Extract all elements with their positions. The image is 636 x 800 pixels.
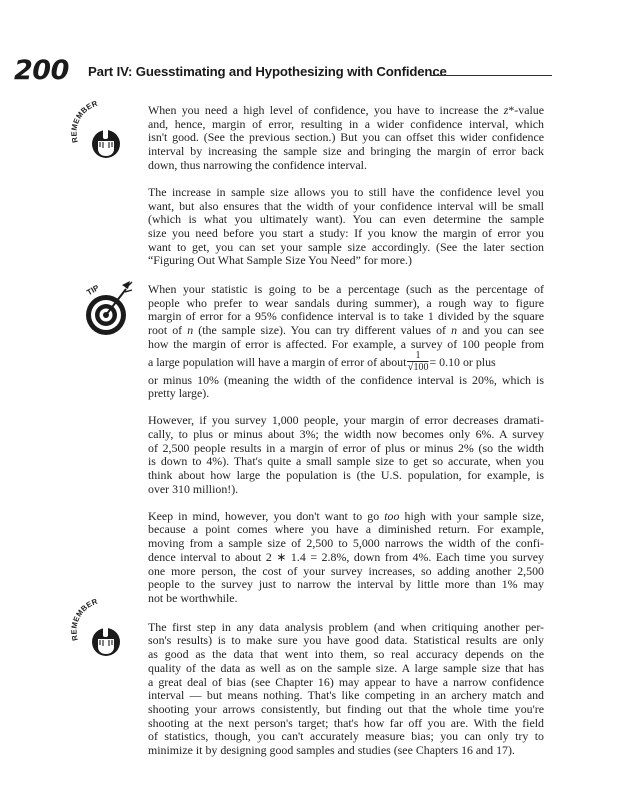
page-header [14, 56, 554, 86]
paragraph-confidence-level [148, 104, 544, 173]
text-line: shooting your arrows consistently, but finding out that the whole time you're [148, 701, 544, 716]
text-line: interval by increasing the sample size and bringing the margin of error back [148, 144, 544, 159]
paragraph-tip-percentage [148, 283, 544, 401]
text-line: The first step in any data analysis problem (and when critiquing another per- [148, 619, 544, 634]
text-line: as good as the data that went into them, so real accuracy depends on the [148, 647, 544, 662]
text-line: son's results) is to make sure you have good data. Statistical results are only [148, 633, 544, 648]
text-line: cally, to plus or minus about 3%; the width now becomes only 6%. A survey [148, 426, 544, 441]
text-line: isn't good. (See the previous section.) But you can offset this wider confidence [148, 130, 544, 145]
text-line: shooting at the next person's target; that's how far off you are. With the field [148, 715, 544, 730]
text-line: pretty large). [148, 386, 210, 401]
remember-icon [69, 98, 138, 168]
text-line: minimize it by designing good samples and studies (see Chapters 16 and 17). [148, 743, 515, 758]
target-icon [76, 275, 138, 341]
text-line: how the margin of error is affected. For example, a survey of 100 people from [148, 336, 544, 351]
text-line: dence interval to about 2 ∗ 1.4 = 2.8%, down from 4%. Each time you survey [148, 549, 544, 564]
text-line: is down to 4%). That's quite a small sample size to get so accurate, when you [148, 454, 544, 469]
text-line: quality of the data as well as on the sample size. A large sample size that has [148, 660, 544, 675]
text-line: not be worthwhile. [148, 590, 238, 605]
formula-result: = 0.10 or plus [429, 354, 496, 369]
text-line: and, hence, margin of error, resulting in a wider confidence interval, which [148, 116, 544, 131]
remember-icon-block [69, 98, 138, 168]
text-line: a great deal of bias (see Chapter 16) may appear to have a narrow confidence [148, 674, 544, 689]
tip-icon-label: TIP [85, 283, 101, 298]
remember-icon [69, 596, 138, 666]
text-line: down, thus narrowing the confidence interval. [148, 157, 367, 172]
text-line: However, if you survey 1,000 people, your margin of error decreases dramati- [148, 413, 544, 428]
formula-text: a large population will have a margin of error of about [148, 354, 407, 369]
text-line: people who prefer to wear sandals during summer), a rough way to figure [148, 295, 544, 310]
paragraph-sample-size [148, 186, 544, 268]
fraction [407, 351, 428, 373]
fraction-denominator: √100 [407, 360, 429, 373]
text-line: people to the survey just to narrow the interval by little more than 1% may [148, 577, 544, 592]
remember-icon-label: REMEMBER [69, 98, 99, 144]
text-line: When you need a high level of confidence, you have to increase the z*-value [148, 103, 544, 117]
fraction-numerator: 1 [407, 351, 428, 362]
text-line: When your statistic is going to be a percentage (such as the percentage of [148, 282, 544, 297]
text-line: The increase in sample size allows you to still have the confidence level you [148, 184, 544, 199]
page-number: 200 [14, 55, 69, 86]
paragraph-survey-1000 [148, 414, 544, 496]
body-content [148, 104, 544, 758]
text-line: Keep in mind, however, you don't want to go too high with your sample size, [148, 508, 545, 523]
paragraph-diminished-return [148, 510, 544, 606]
text-line: want to get, you can set your sample size accordingly. (See the later section [148, 239, 544, 254]
text-line: or minus 10% (meaning the width of the confidence interval is 20%, which is [148, 372, 544, 387]
text-line: margin of error for a 95% confidence interval is to take 1 divided by the square [148, 309, 544, 324]
part-title: Part IV: Guesstimating and Hypothesizing with Confidence [88, 64, 447, 79]
text-line: of statistics, though, you can't accurately measure bias; you can only try to [148, 729, 544, 744]
text-line: “Figuring Out What Sample Size You Need” for more.) [148, 253, 412, 268]
text-line: size you need before you start a study: If you know the margin of error you [148, 225, 544, 240]
text-line: root of n (the sample size). You can try different values of n and you can see [148, 323, 544, 338]
text-line: because a point comes where you have a diminished return. For example, [148, 522, 544, 537]
text-line: over 310 million!). [148, 481, 239, 496]
header-rule [430, 75, 552, 76]
tip-icon-block [76, 275, 138, 341]
text-line: of 2,500 people results in a margin of error of plus or minus 2% (so the width [148, 440, 544, 455]
remember-icon-label: REMEMBER [69, 596, 99, 642]
text-line: want, but also ensures that the width of your confidence interval will be small [148, 198, 544, 213]
text-line: interval — but means nothing. That's like competing in an archery match and [148, 688, 544, 703]
text-line: moving from a sample size of 2,500 to 5,000 narrows the width of the confi- [148, 536, 544, 551]
remember-icon-block-2 [69, 596, 138, 666]
formula-line [148, 349, 544, 374]
text-line: one more person, the cost of your survey increases, so adding another 2,500 [148, 563, 544, 578]
paragraph-good-data [148, 621, 544, 758]
text-line: think about how large the population is (the U.S. population, for example, is [148, 468, 544, 483]
text-line: (which is what you ultimately want). You can even determine the sample [148, 212, 544, 227]
